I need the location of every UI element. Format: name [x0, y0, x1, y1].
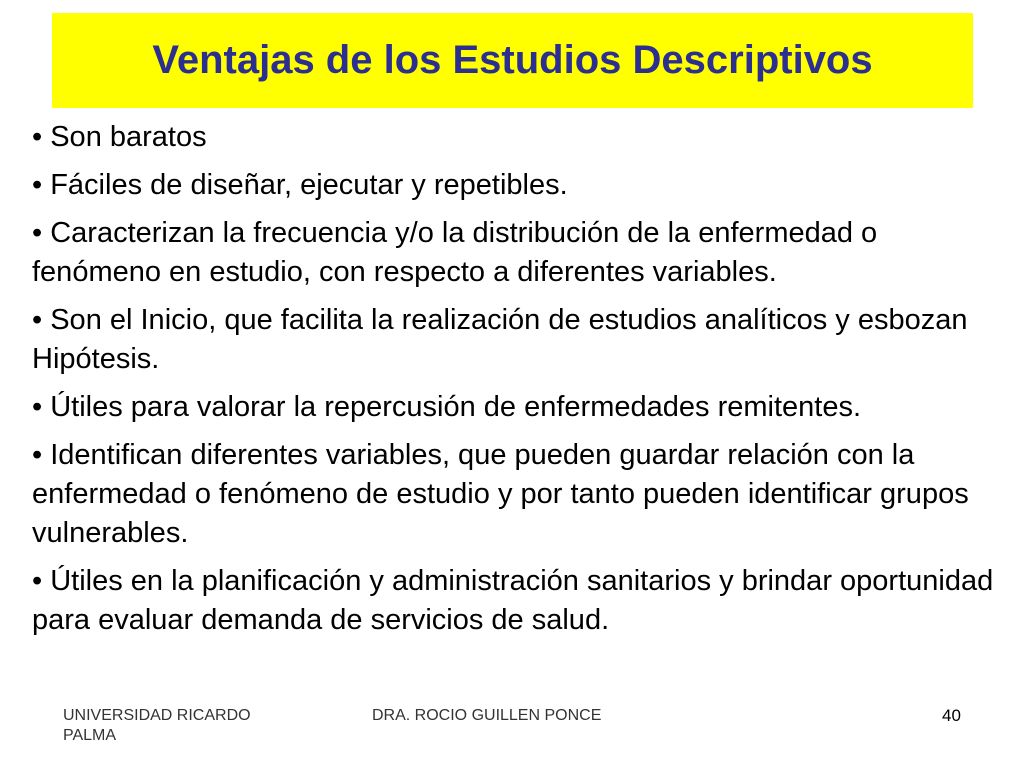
bullet-text: Útiles para valorar la repercusión de enfermedades remitentes.: [50, 391, 862, 423]
bullet-item: [32, 118, 1007, 157]
bullet-text: Útiles en la planificación y administración sanitarios y brindar oportunidad para evaluar demanda de servicios de salud.: [32, 565, 994, 636]
bullet-symbol: •: [32, 439, 43, 471]
bullet-item: [32, 214, 1007, 292]
footer-institution: UNIVERSIDAD RICARDO PALMA: [63, 707, 251, 744]
bullet-symbol: •: [32, 391, 43, 423]
bullet-item: [32, 166, 1007, 205]
bullet-text: Caracterizan la frecuencia y/o la distribución de la enfermedad o fenómeno en estudio, con respecto a diferentes variables.: [32, 217, 878, 288]
bullet-text: Son el Inicio, que facilita la realización de estudios analíticos y esbozan Hipótesis.: [32, 304, 968, 375]
bullet-list: [32, 118, 1007, 649]
bullet-item: [32, 301, 1007, 379]
slide-title: Ventajas de los Estudios Descriptivos: [152, 38, 873, 82]
bullet-item: [32, 436, 1007, 553]
title-banner: [52, 13, 973, 108]
bullet-symbol: •: [32, 304, 43, 336]
bullet-symbol: •: [32, 169, 43, 201]
bullet-symbol: •: [32, 565, 43, 597]
bullet-item: [32, 562, 1007, 640]
bullet-symbol: •: [32, 121, 43, 153]
bullet-item: [32, 388, 1007, 427]
footer-author: DRA. ROCIO GUILLEN PONCE: [372, 707, 602, 724]
page-number: 40: [942, 706, 961, 725]
bullet-text: Son baratos: [50, 121, 207, 153]
bullet-text: Fáciles de diseñar, ejecutar y repetibles.: [50, 169, 568, 201]
bullet-text: Identifican diferentes variables, que pueden guardar relación con la enfermedad o fenómeno de estudio y por tanto pueden identificar grupos vulnerables.: [32, 439, 969, 549]
bullet-symbol: •: [32, 217, 43, 249]
